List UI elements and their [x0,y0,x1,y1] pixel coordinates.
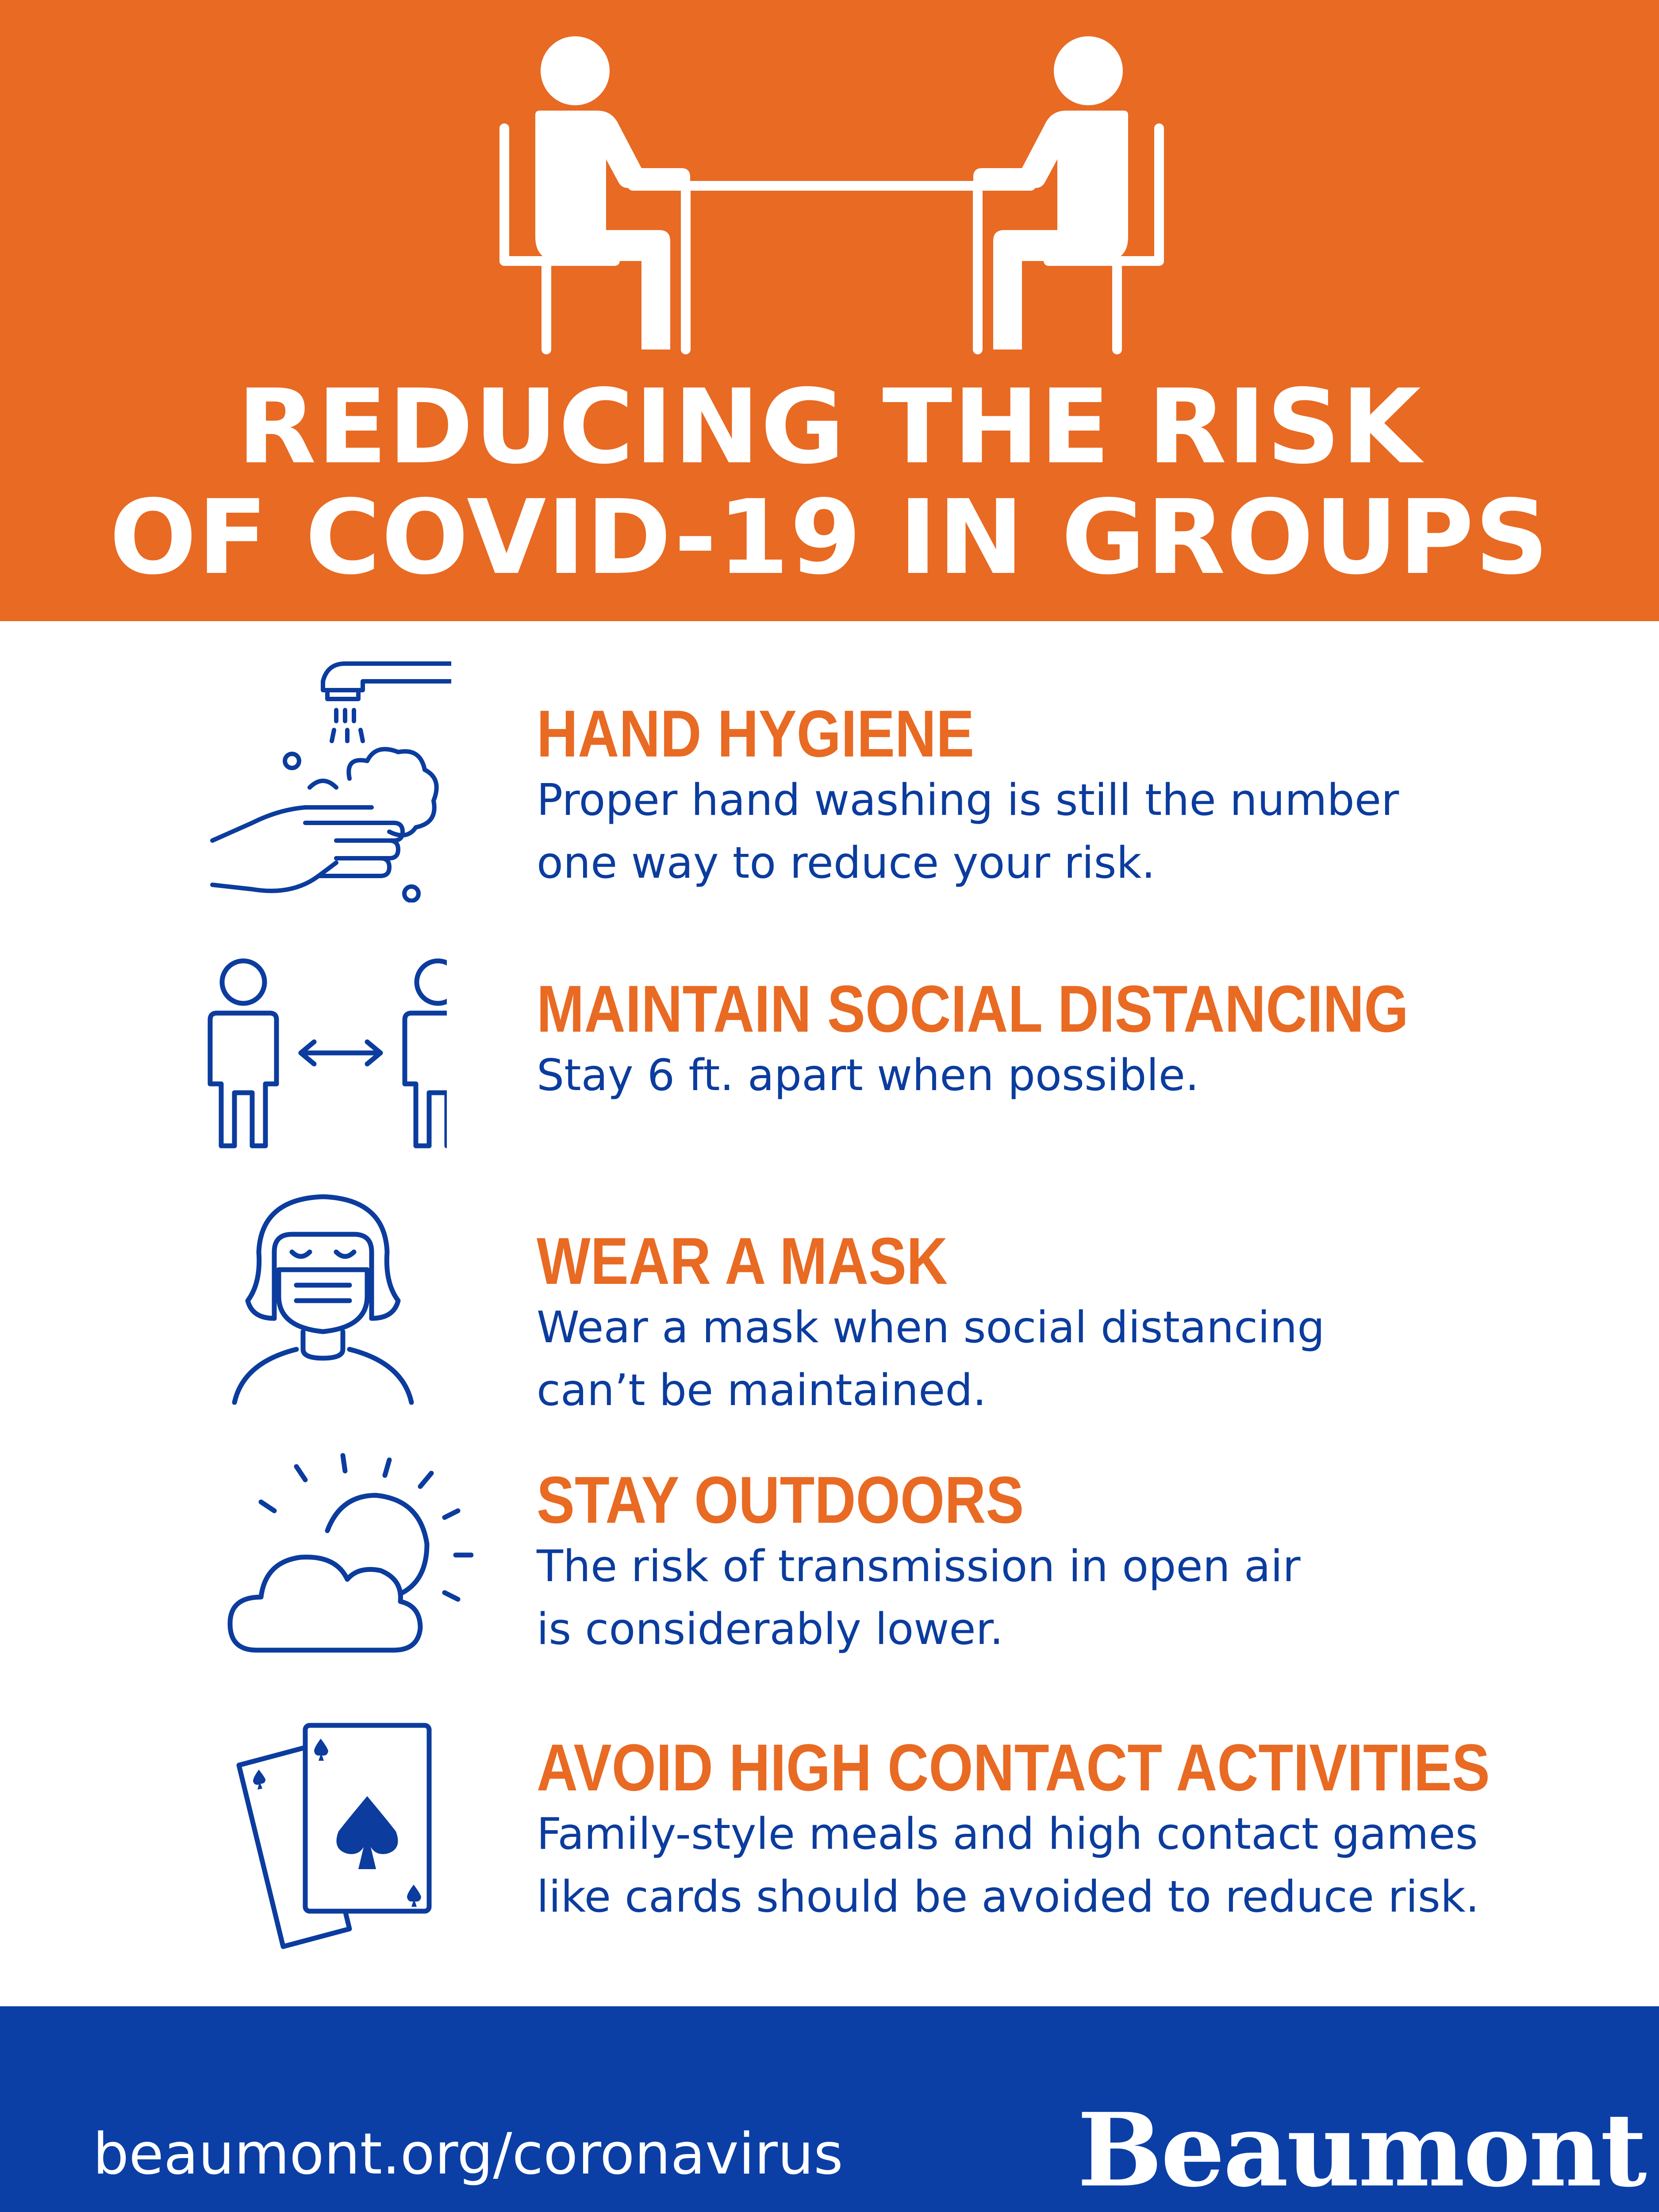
heading-stay-outdoors: STAY OUTDOORS [537,1463,1024,1537]
beaumont-logo: Beaumont [1077,2091,1645,2209]
title-line-2: OF COVID-19 IN GROUPS [109,478,1550,597]
text-hand-hygiene-line-2: one way to reduce your risk. [537,838,1156,888]
face-mask-icon [226,1190,473,1438]
text-wear-a-mask [537,1296,1621,1422]
text-avoid-high-contact-line-2: like cards should be avoided to reduce risk. [537,1872,1479,1922]
heading-hand-hygiene: HAND HYGIENE [537,696,975,771]
hand-washing-icon [204,655,451,902]
header-banner [0,0,1659,621]
heading-avoid-high-contact: AVOID HIGH CONTACT ACTIVITIES [537,1730,1490,1805]
text-wear-a-mask-line-1: Wear a mask when social distancing [537,1302,1325,1353]
text-stay-outdoors [537,1535,1621,1661]
heading-social-distancing: MAINTAIN SOCIAL DISTANCING [537,972,1409,1046]
text-avoid-high-contact-line-1: Family-style meals and high contact games [537,1809,1478,1859]
footer-url-link[interactable]: beaumont.org/coronavirus [93,2121,843,2187]
text-avoid-high-contact [537,1803,1621,1928]
text-hand-hygiene-line-1: Proper hand washing is still the number [537,775,1399,826]
playing-cards-icon [234,1717,482,1964]
text-wear-a-mask-line-2: can’t be maintained. [537,1365,987,1416]
people-at-table-icon [495,27,1168,363]
heading-wear-a-mask: WEAR A MASK [537,1224,948,1298]
text-social-distancing [537,1044,1621,1107]
social-distancing-icon [199,951,447,1199]
text-stay-outdoors-line-1: The risk of transmission in open air [537,1541,1301,1592]
title-line-1: REDUCING THE RISK [237,367,1422,487]
text-stay-outdoors-line-2: is considerably lower. [537,1604,1004,1655]
footer-banner [0,2006,1659,2212]
text-hand-hygiene [537,769,1621,895]
page-title [0,367,1659,597]
text-social-distancing-line-1: Stay 6 ft. apart when possible. [537,1050,1199,1101]
sun-cloud-icon [226,1447,473,1694]
